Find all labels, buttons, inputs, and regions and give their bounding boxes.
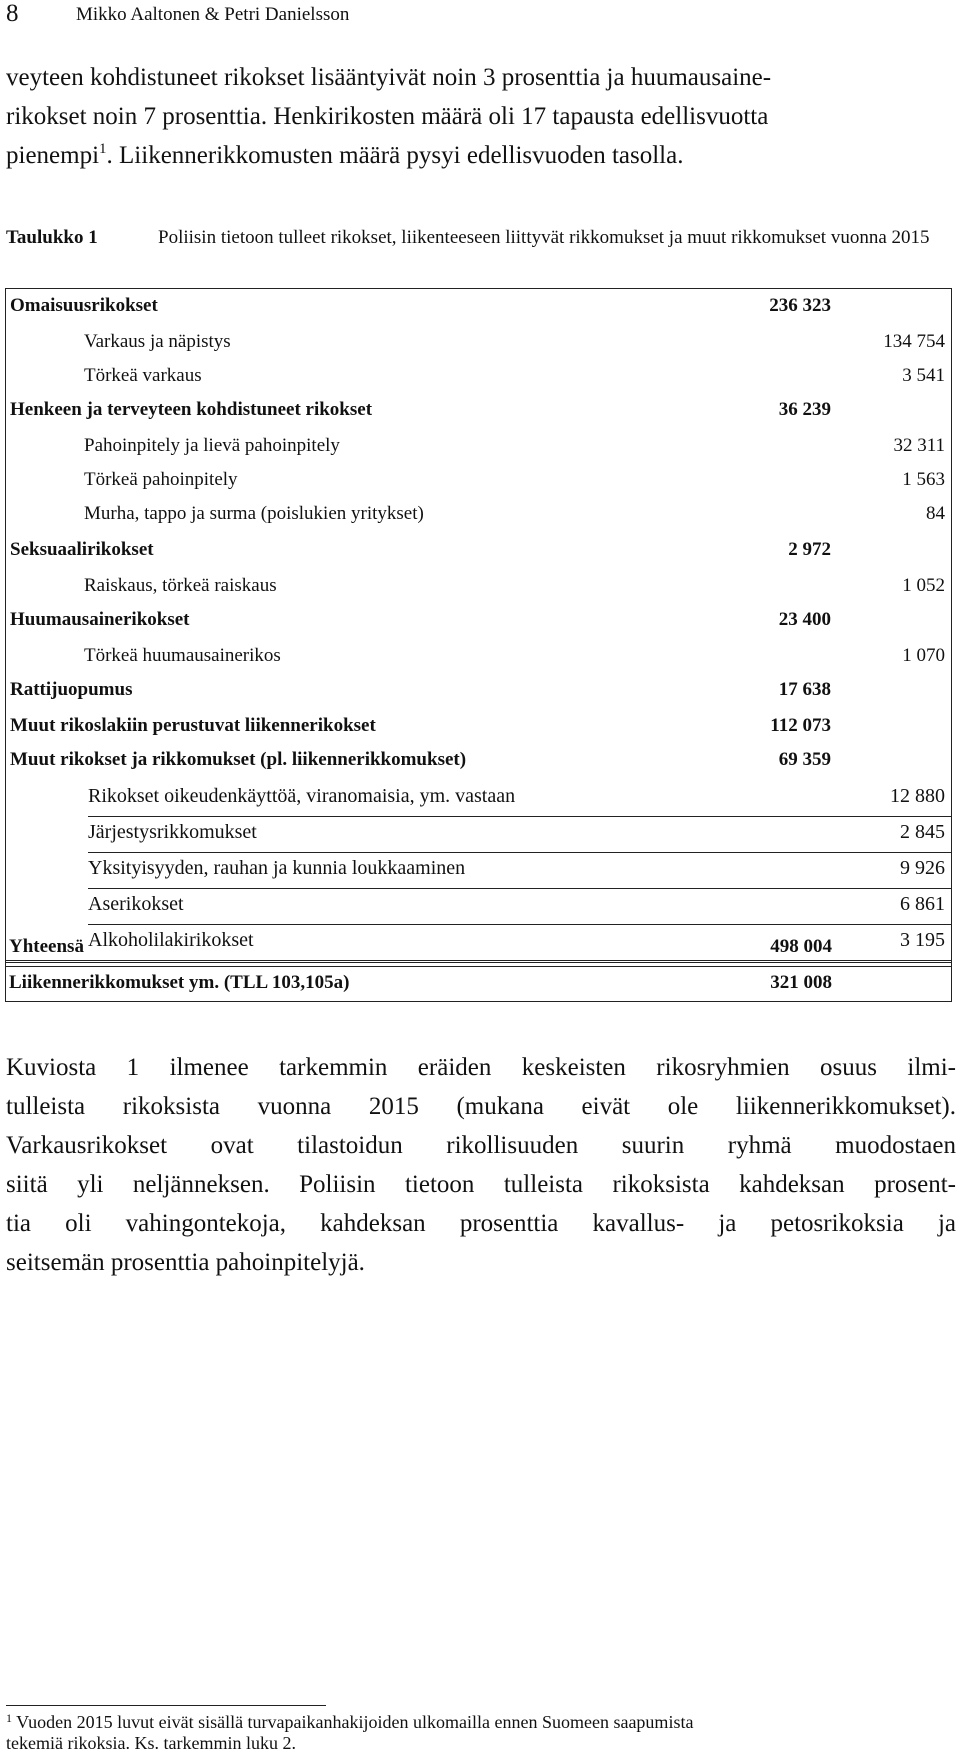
row-label: Huumausainerikokset (10, 609, 190, 630)
row-label: Henkeen ja terveyteen kohdistuneet rikokset (10, 399, 373, 420)
row-total: 36 239 (778, 399, 831, 420)
row-total: 321 008 (770, 972, 832, 993)
row-label: Rattijuopumus (10, 679, 133, 700)
row-subvalue: 134 754 (883, 331, 945, 352)
intro-line: veyteen kohdistuneet rikokset lisääntyivät noin 3 prosenttia ja huumausaine- (6, 64, 772, 91)
body-line: seitsemän prosenttia pahoinpitelyjä. (6, 1249, 365, 1276)
row-label: Yhteensä (9, 936, 84, 957)
body-line: Varkausrikokset ovat tilastoidun rikollisuuden suurin ryhmä muodostaen (6, 1132, 956, 1159)
row-label: Yksityisyyden, rauhan ja kunnia loukkaaminen (88, 857, 466, 879)
footnote-line: tekemiä rikoksia. Ks. tarkemmin luku 2. (6, 1733, 296, 1753)
row-label: Rikokset oikeudenkäyttöä, viranomaisia, ym. vastaan (88, 785, 516, 807)
row-label: Muut rikokset ja rikkomukset (pl. liikennerikkomukset) (10, 749, 467, 770)
table-row (6, 709, 951, 747)
total-row (5, 930, 952, 968)
row-label: Aserikokset (88, 893, 184, 915)
table-row (6, 851, 951, 889)
table-caption-label: Taulukko 1 (6, 227, 98, 248)
row-subvalue: 1 052 (902, 575, 945, 596)
row-total: 2 972 (788, 539, 831, 560)
row-label: Törkeä varkaus (84, 365, 202, 386)
row-label: Murha, tappo ja surma (poislukien yritykset) (84, 503, 424, 524)
row-total: 112 073 (770, 715, 831, 736)
row-label: Raiskaus, törkeä raiskaus (84, 575, 277, 596)
intro-text: . Liikennerikkomusten määrä pysyi edellisvuoden tasolla. (106, 142, 684, 169)
row-label: Järjestysrikkomukset (88, 821, 257, 843)
footnote-text: Vuoden 2015 luvut eivät sisällä turvapaikanhakijoiden ulkomailla ennen Suomeen saapumista (12, 1712, 694, 1732)
table-row (6, 569, 951, 607)
footnote-line (6, 1712, 956, 1733)
row-label: Pahoinpitely ja lievä pahoinpitely (84, 435, 340, 456)
row-total: 23 400 (778, 609, 831, 630)
body-line: tulleista rikoksista vuonna 2015 (mukana eivät ole liikennerikkomukset). (6, 1093, 956, 1120)
row-label: Varkaus ja näpistys (84, 331, 231, 352)
footnote (6, 1712, 956, 1754)
table-row (6, 779, 951, 817)
row-total: 236 323 (769, 295, 831, 316)
row-subvalue: 1 563 (902, 469, 945, 490)
row-subvalue: 1 070 (902, 645, 945, 666)
intro-line (6, 136, 956, 175)
table-row (6, 463, 951, 501)
row-total: 498 004 (770, 936, 832, 957)
row-subvalue: 32 311 (893, 435, 945, 456)
running-head: Mikko Aaltonen & Petri Danielsson (76, 4, 350, 25)
row-subvalue: 6 861 (900, 893, 945, 915)
row-subvalue: 84 (926, 503, 945, 524)
row-label: Seksuaalirikokset (10, 539, 154, 560)
row-label: Omaisuusrikokset (10, 295, 158, 316)
crime-statistics-table (5, 288, 952, 1002)
row-subvalue: 3 195 (900, 929, 945, 951)
table-row (6, 815, 951, 853)
body-line: Kuviosta 1 ilmenee tarkemmin eräiden keskeisten rikosryhmien osuus ilmi- (6, 1054, 956, 1081)
table-row (6, 359, 951, 397)
row-subvalue: 12 880 (890, 785, 945, 807)
intro-text: pienempi (6, 142, 100, 169)
row-label: Muut rikoslakiin perustuvat liikennerikokset (10, 715, 376, 736)
table-row (6, 603, 951, 641)
table-row (6, 325, 951, 363)
row-subvalue: 9 926 (900, 857, 945, 879)
row-subvalue: 2 845 (900, 821, 945, 843)
row-label: Liikennerikkomukset ym. (TLL 103,105a) (9, 972, 350, 993)
body-line: siitä yli neljänneksen. Poliisin tietoon tulleista rikoksista kahdeksan prosent- (6, 1171, 956, 1198)
page-number: 8 (6, 0, 19, 27)
table-row (6, 429, 951, 467)
body-paragraph (6, 1048, 956, 1282)
row-label: Törkeä huumausainerikos (84, 645, 281, 666)
table-row (6, 639, 951, 677)
table-row (6, 743, 951, 781)
table-row (6, 497, 951, 535)
table-row (6, 289, 951, 327)
row-label: Alkoholilakirikokset (88, 929, 254, 951)
body-line: tia oli vahingontekoja, kahdeksan prosenttia kavallus- ja petosrikoksia ja (6, 1210, 956, 1237)
intro-paragraph (6, 58, 956, 175)
row-total: 69 359 (778, 749, 831, 770)
total-row (5, 966, 952, 1004)
intro-line: rikokset noin 7 prosenttia. Henkirikosten määrä oli 17 tapausta edellisvuotta (6, 103, 769, 130)
table-row (6, 673, 951, 711)
footnote-mark: 1 (6, 1711, 12, 1725)
footnote-divider (6, 1705, 326, 1706)
table-row (6, 533, 951, 571)
table-caption-text: Poliisin tietoon tulleet rikokset, liikenteeseen liittyvät rikkomukset ja muut rikkomukset vuonna 2015 (158, 227, 930, 248)
row-total: 17 638 (778, 679, 831, 700)
footnote-reference[interactable]: 1 (99, 141, 107, 157)
table-row (6, 887, 951, 925)
table-row (6, 393, 951, 431)
row-subvalue: 3 541 (902, 365, 945, 386)
row-label: Törkeä pahoinpitely (84, 469, 238, 490)
